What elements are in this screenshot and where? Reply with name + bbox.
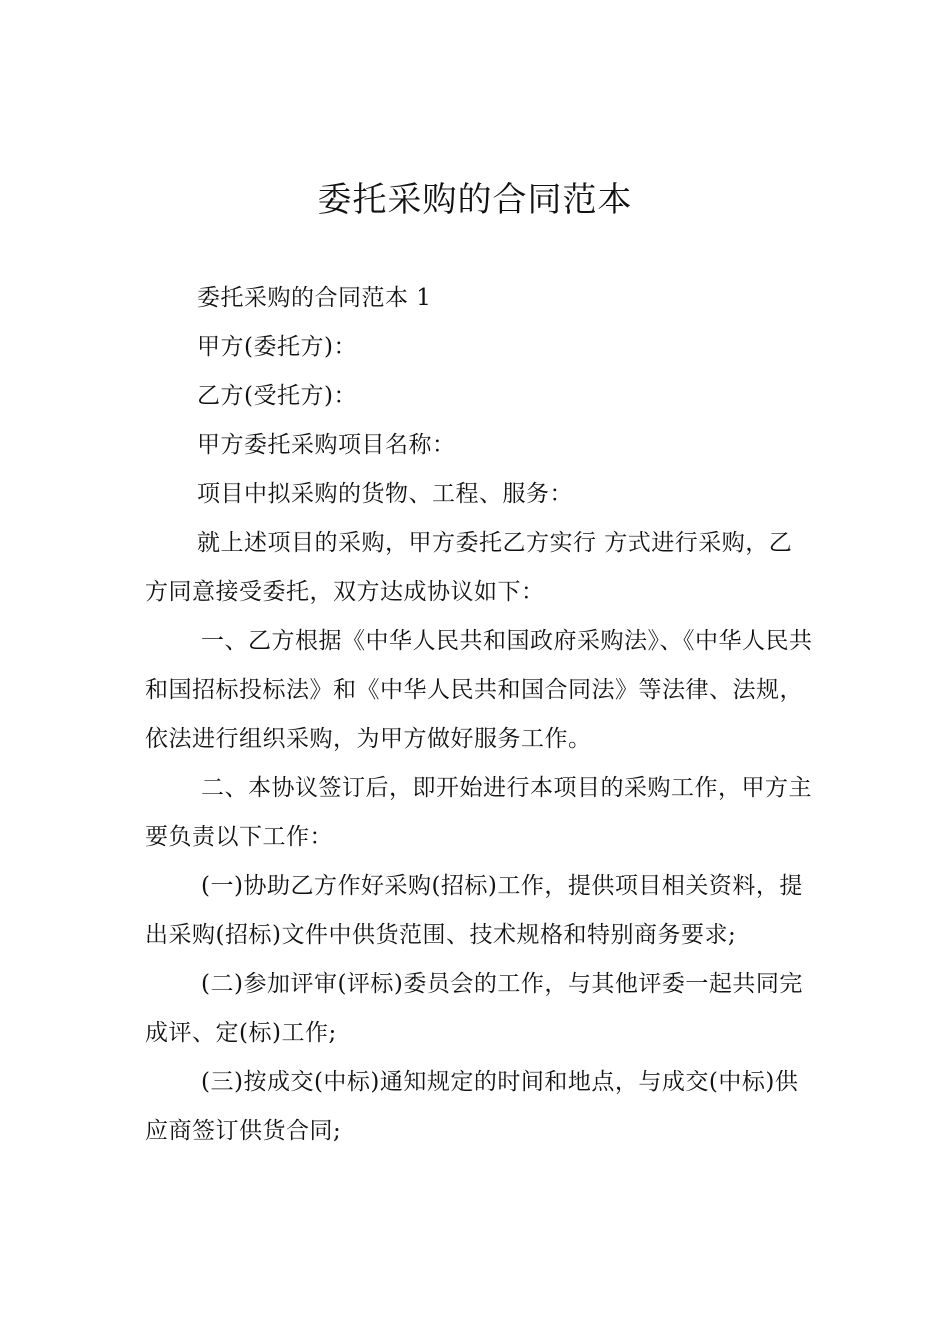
paragraph-project-name: 甲方委托采购项目名称： <box>197 432 456 458</box>
paragraph-party-b: 乙方(受托方)： <box>197 383 357 409</box>
document-body <box>145 274 815 1156</box>
paragraph-procurement-items: 项目中拟采购的货物、工程、服务： <box>197 481 573 507</box>
paragraph-item-3: (三)按成交(中标)通知规定的时间和地点，与成交(中标)供应商签订供货合同; <box>145 1069 799 1144</box>
paragraph-item-1: (一)协助乙方作好采购(招标)工作，提供项目相关资料，提出采购(招标)文件中供货范围、技术规格和特别商务要求; <box>145 873 803 948</box>
document-title: 委托采购的合同范本 <box>317 180 633 220</box>
paragraph-clause-2: 二、本协议签订后，即开始进行本项目的采购工作，甲方主要负责以下工作： <box>145 775 812 850</box>
paragraph-clause-1: 一、乙方根据《中华人民共和国政府采购法》、《中华人民共和国招标投标法》和《中华人民共和国合同法》等法律、法规，依法进行组织采购，为甲方做好服务工作。 <box>145 628 813 752</box>
paragraph-heading: 委托采购的合同范本 1 <box>197 285 432 311</box>
paragraph-item-2: (二)参加评审(评标)委员会的工作，与其他评委一起共同完成评、定(标)工作; <box>145 971 803 1046</box>
paragraph-party-a: 甲方(委托方)： <box>197 334 357 360</box>
paragraph-agreement-intro: 就上述项目的采购，甲方委托乙方实行 方式进行采购，乙方同意接受委托，双方达成协议如下： <box>145 530 793 605</box>
